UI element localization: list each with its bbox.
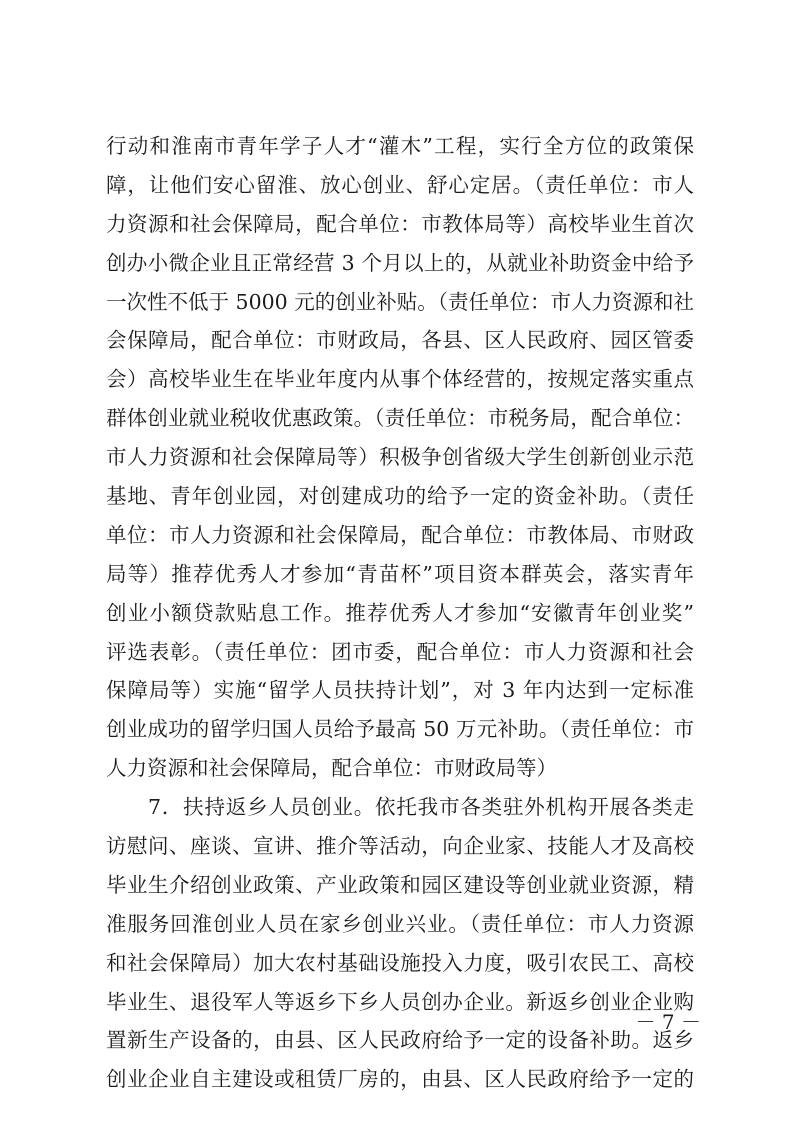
text-line: 创业小额贷款贴息工作。推荐优秀人才参加“安徽青年创业奖” xyxy=(106,600,694,625)
text-line: 市人力资源和社会保障局等）积极争创省级大学生创新创业示范 xyxy=(106,445,694,470)
text-line: 力资源和社会保障局，配合单位：市教体局等）高校毕业生首次 xyxy=(106,211,694,236)
text-line: 单位：市人力资源和社会保障局，配合单位：市教体局、市财政 xyxy=(106,522,694,547)
text-line: 行动和淮南市青年学子人才“灌木”工程，实行全方位的政策保 xyxy=(106,134,694,158)
text-line: 群体创业就业税收优惠政策。（责任单位：市税务局，配合单位： xyxy=(106,406,694,431)
text-line: 创业企业自主建设或租赁厂房的，由县、区人民政府给予一定的 xyxy=(106,1067,694,1092)
text-line: 会）高校毕业生在毕业年度内从事个体经营的，按规定落实重点 xyxy=(106,367,694,392)
text-line: 评选表彰。（责任单位：团市委，配合单位：市人力资源和社会 xyxy=(106,639,694,664)
body-text xyxy=(106,127,694,1099)
text-line: 基地、青年创业园，对创建成功的给予一定的资金补助。（责任 xyxy=(106,484,694,509)
text-line: 和社会保障局）加大农村基础设施投入力度，吸引农民工、高校 xyxy=(106,950,694,975)
text-line: 局等）推荐优秀人才参加“青苗杯”项目资本群英会，落实青年 xyxy=(106,561,694,586)
page-number: － 7 － xyxy=(635,1010,701,1034)
text-line: 7．扶持返乡人员创业。依托我市各类驻外机构开展各类走 xyxy=(148,795,694,820)
text-line: 毕业生、退役军人等返乡下乡人员创办企业。新返乡创业企业购 xyxy=(106,989,694,1014)
text-line: 人力资源和社会保障局，配合单位：市财政局等） xyxy=(106,756,557,781)
text-line: 保障局等）实施“留学人员扶持计划”，对 3 年内达到一定标准 xyxy=(106,678,694,703)
text-line: 会保障局，配合单位：市财政局，各县、区人民政府、园区管委 xyxy=(106,328,694,353)
text-line: 访慰问、座谈、宣讲、推介等活动，向企业家、技能人才及高校 xyxy=(106,834,694,859)
text-line: 障，让他们安心留淮、放心创业、舒心定居。（责任单位：市人 xyxy=(106,172,694,197)
text-line: 创业成功的留学归国人员给予最高 50 万元补助。（责任单位：市 xyxy=(106,717,694,742)
text-line: 毕业生介绍创业政策、产业政策和园区建设等创业就业资源，精 xyxy=(106,872,694,897)
text-line: 准服务回淮创业人员在家乡创业兴业。（责任单位：市人力资源 xyxy=(106,911,694,936)
text-line: 创办小微企业且正常经营 3 个月以上的，从就业补助资金中给予 xyxy=(106,250,694,275)
text-line: 一次性不低于 5000 元的创业补贴。（责任单位：市人力资源和社 xyxy=(106,289,694,314)
text-line: 置新生产设备的，由县、区人民政府给予一定的设备补助。返乡 xyxy=(106,1028,694,1053)
